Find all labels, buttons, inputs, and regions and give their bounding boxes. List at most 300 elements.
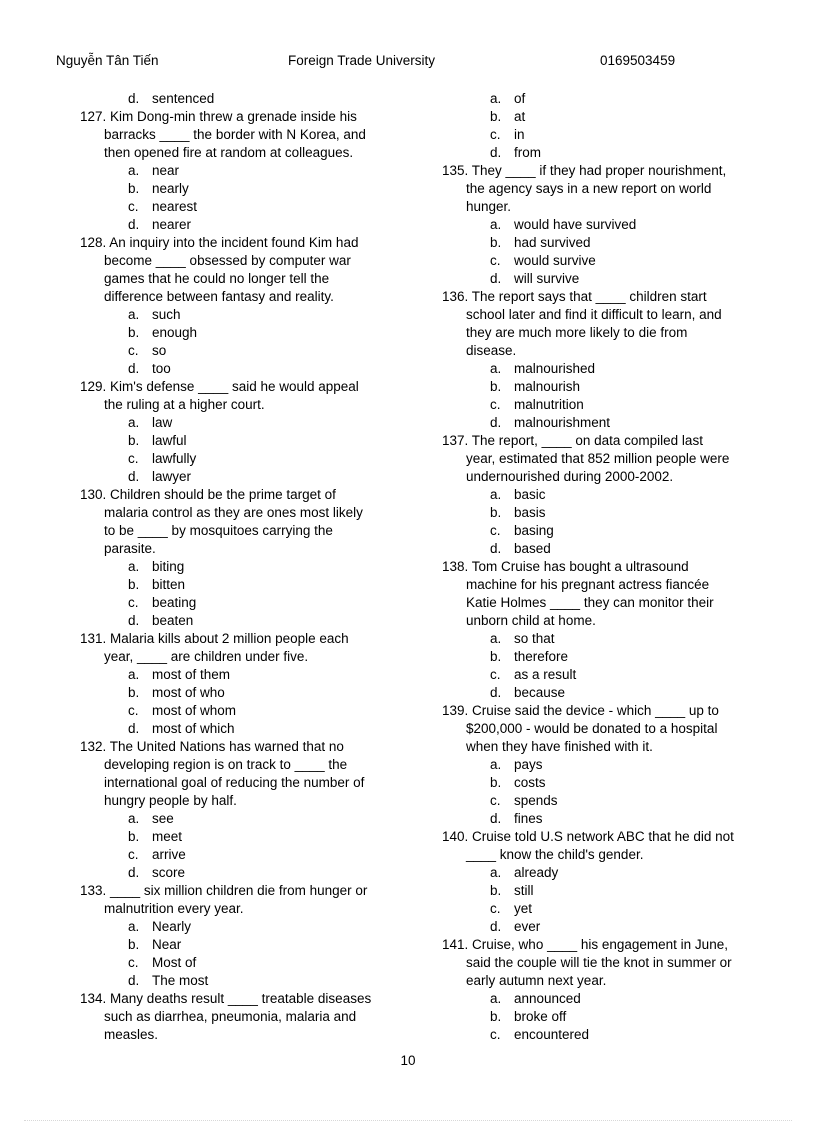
- option-text: already: [514, 865, 559, 880]
- answer-option: [442, 918, 782, 936]
- question-number: 135.: [442, 163, 469, 178]
- question-138: [442, 558, 782, 702]
- option-text: such: [152, 307, 181, 322]
- question-141: [442, 936, 782, 1044]
- option-text: had survived: [514, 235, 591, 250]
- option-letter: c.: [490, 1027, 501, 1042]
- question-text: $200,000 - would be donated to a hospital: [466, 721, 718, 736]
- answer-option: [442, 126, 782, 144]
- question-text: hungry people by half.: [104, 793, 237, 808]
- option-letter: b.: [128, 325, 140, 340]
- question-stem-continued: [442, 972, 782, 990]
- question-text: difference between fantasy and reality.: [104, 289, 334, 304]
- option-text: malnutrition: [514, 397, 584, 412]
- option-text: arrive: [152, 847, 186, 862]
- question-stem-continued: [442, 954, 782, 972]
- answer-option: [80, 90, 432, 108]
- answer-option: [80, 954, 432, 972]
- answer-option: [80, 576, 432, 594]
- question-stem-continued: [442, 576, 782, 594]
- answer-option: [80, 612, 432, 630]
- question-stem: [80, 882, 432, 900]
- question-number: 134.: [80, 991, 107, 1006]
- header-school: Foreign Trade University: [288, 53, 436, 68]
- question-number: 136.: [442, 289, 469, 304]
- answer-option: [80, 468, 432, 486]
- question-stem-continued: [442, 342, 782, 360]
- question-127: [80, 108, 432, 234]
- option-letter: b.: [490, 379, 502, 394]
- answer-option: [442, 792, 782, 810]
- option-text: so that: [514, 631, 555, 646]
- option-letter: a.: [490, 631, 502, 646]
- question-number: 130.: [80, 487, 107, 502]
- option-text: so: [152, 343, 167, 358]
- question-text: malnutrition every year.: [104, 901, 244, 916]
- option-text: basis: [514, 505, 546, 520]
- question-text: Cruise, who ____ his engagement in June,: [472, 937, 728, 952]
- question-number: 139.: [442, 703, 469, 718]
- option-text: fines: [514, 811, 543, 826]
- question-number: 132.: [80, 739, 107, 754]
- option-letter: c.: [490, 793, 501, 808]
- answer-option: [442, 756, 782, 774]
- question-text: early autumn next year.: [466, 973, 607, 988]
- option-letter: a.: [128, 667, 140, 682]
- question-text: year, estimated that 852 million people were: [466, 451, 730, 466]
- header-phone: 0169503459: [600, 53, 676, 68]
- option-text: pays: [514, 757, 543, 772]
- question-text: Cruise told U.S network ABC that he did not: [472, 829, 734, 844]
- option-text: would have survived: [514, 217, 637, 232]
- answer-option: [442, 1008, 782, 1026]
- question-text: barracks ____ the border with N Korea, and: [104, 127, 366, 142]
- option-letter: b.: [128, 829, 140, 844]
- question-text: ____ six million children die from hunger or: [110, 883, 368, 898]
- option-text: biting: [152, 559, 185, 574]
- option-text: broke off: [514, 1009, 567, 1024]
- question-140: [442, 828, 782, 936]
- answer-option: [442, 864, 782, 882]
- question-text: games that he could no longer tell the: [104, 271, 330, 286]
- question-text: international goal of reducing the number of: [104, 775, 365, 790]
- option-letter: b.: [490, 883, 502, 898]
- answer-option: [80, 972, 432, 990]
- option-letter: c.: [128, 847, 139, 862]
- option-text: score: [152, 865, 186, 880]
- option-letter: a.: [128, 163, 140, 178]
- question-stem: [80, 738, 432, 756]
- question-stem-continued: [442, 612, 782, 630]
- answer-option: [442, 900, 782, 918]
- question-stem-continued: [80, 900, 432, 918]
- option-text: lawfully: [152, 451, 197, 466]
- option-text: Most of: [152, 955, 197, 970]
- option-text: at: [514, 109, 526, 124]
- option-letter: c.: [490, 667, 501, 682]
- question-text: measles.: [104, 1027, 159, 1042]
- answer-option: [442, 108, 782, 126]
- answer-option: [442, 90, 782, 108]
- question-text: disease.: [466, 343, 517, 358]
- option-text: will survive: [514, 271, 580, 286]
- option-letter: a.: [490, 865, 502, 880]
- question-stem-continued: [80, 1008, 432, 1026]
- answer-option: [442, 810, 782, 828]
- answer-option: [442, 1026, 782, 1044]
- answer-option: [80, 414, 432, 432]
- question-stem-continued: [80, 504, 432, 522]
- option-letter: d.: [490, 685, 502, 700]
- question-text: they are much more likely to die from: [466, 325, 688, 340]
- option-text: The most: [152, 973, 209, 988]
- answer-option: [442, 540, 782, 558]
- option-letter: c.: [490, 901, 501, 916]
- option-letter: a.: [128, 307, 140, 322]
- question-text: school later and find it difficult to learn, and: [466, 307, 722, 322]
- right-column: [442, 90, 782, 1044]
- answer-option: [442, 684, 782, 702]
- answer-option: [80, 594, 432, 612]
- option-letter: a.: [490, 991, 502, 1006]
- option-text: costs: [514, 775, 546, 790]
- option-text: based: [514, 541, 551, 556]
- option-letter: c.: [490, 397, 501, 412]
- question-stem-continued: [80, 1026, 432, 1044]
- question-text: ____ know the child's gender.: [466, 847, 644, 862]
- option-letter: a.: [128, 559, 140, 574]
- option-text: therefore: [514, 649, 569, 664]
- answer-option: [442, 144, 782, 162]
- question-number: 128.: [80, 235, 107, 250]
- option-letter: b.: [490, 775, 502, 790]
- question-stem: [442, 828, 782, 846]
- option-text: nearly: [152, 181, 189, 196]
- option-letter: a.: [128, 811, 140, 826]
- option-text: basing: [514, 523, 554, 538]
- option-text: too: [152, 361, 171, 376]
- question-text: machine for his pregnant actress fiancée: [466, 577, 710, 592]
- option-letter: d.: [490, 541, 502, 556]
- question-128: [80, 234, 432, 378]
- answer-option: [442, 234, 782, 252]
- question-text: Katie Holmes ____ they can monitor their: [466, 595, 714, 610]
- answer-option: [80, 702, 432, 720]
- question-stem-continued: [442, 846, 782, 864]
- answer-option: [80, 180, 432, 198]
- question-stem: [442, 432, 782, 450]
- question-text: the ruling at a higher court.: [104, 397, 265, 412]
- answer-option: [442, 396, 782, 414]
- option-letter: c.: [490, 523, 501, 538]
- question-stem: [80, 990, 432, 1008]
- answer-option: [80, 684, 432, 702]
- page-number: 10: [400, 1053, 416, 1068]
- option-letter: b.: [490, 109, 502, 124]
- answer-option: [80, 864, 432, 882]
- answer-option: [80, 306, 432, 324]
- answer-option: [80, 846, 432, 864]
- option-letter: a.: [490, 91, 502, 106]
- option-text: Nearly: [152, 919, 192, 934]
- answer-option: [80, 918, 432, 936]
- question-stem-continued: [80, 756, 432, 774]
- option-letter: d.: [490, 415, 502, 430]
- question-133: [80, 882, 432, 990]
- option-text: would survive: [514, 253, 596, 268]
- question-stem-continued: [80, 648, 432, 666]
- question-stem: [442, 558, 782, 576]
- option-letter: d.: [128, 613, 140, 628]
- answer-option: [442, 486, 782, 504]
- option-letter: d.: [490, 271, 502, 286]
- answer-option: [80, 936, 432, 954]
- option-letter: c.: [490, 127, 501, 142]
- option-text: sentenced: [152, 91, 215, 106]
- question-number: 140.: [442, 829, 469, 844]
- answer-option: [442, 504, 782, 522]
- answer-option: [80, 666, 432, 684]
- option-letter: d.: [128, 973, 140, 988]
- answer-option: [442, 414, 782, 432]
- option-letter: c.: [128, 595, 139, 610]
- option-letter: b.: [490, 505, 502, 520]
- answer-option: [80, 198, 432, 216]
- question-stem-continued: [80, 288, 432, 306]
- question-stem-continued: [80, 252, 432, 270]
- option-letter: d.: [490, 145, 502, 160]
- option-text: most of which: [152, 721, 235, 736]
- question-text: Malaria kills about 2 million people each: [110, 631, 349, 646]
- question-text: become ____ obsessed by computer war: [104, 253, 351, 268]
- question-134: [80, 990, 432, 1044]
- question-text: said the couple will tie the knot in summer or: [466, 955, 732, 970]
- question-number: 137.: [442, 433, 469, 448]
- question-stem-continued: [80, 522, 432, 540]
- question-129: [80, 378, 432, 486]
- option-letter: d.: [128, 721, 140, 736]
- option-letter: c.: [128, 199, 139, 214]
- answer-option: [80, 450, 432, 468]
- question-text: Tom Cruise has bought a ultrasound: [471, 559, 689, 574]
- question-text: developing region is on track to ____ the: [104, 757, 348, 772]
- question-number: 131.: [80, 631, 107, 646]
- question-stem-continued: [80, 396, 432, 414]
- question-stem-continued: [442, 738, 782, 756]
- question-stem-continued: [442, 180, 782, 198]
- question-number: 141.: [442, 937, 469, 952]
- option-text: Near: [152, 937, 182, 952]
- option-letter: a.: [490, 487, 502, 502]
- question-text: hunger.: [466, 199, 512, 214]
- option-letter: a.: [490, 217, 502, 232]
- question-text: the agency says in a new report on world: [466, 181, 712, 196]
- answer-option: [442, 270, 782, 288]
- option-text: malnourished: [514, 361, 596, 376]
- option-text: as a result: [514, 667, 577, 682]
- answer-option: [80, 216, 432, 234]
- answer-option: [442, 990, 782, 1008]
- option-text: malnourishment: [514, 415, 611, 430]
- option-letter: b.: [128, 937, 140, 952]
- question-stem-continued: [80, 540, 432, 558]
- question-stem-continued: [442, 324, 782, 342]
- answer-option: [442, 666, 782, 684]
- option-text: nearer: [152, 217, 192, 232]
- option-text: see: [152, 811, 174, 826]
- option-text: most of them: [152, 667, 231, 682]
- option-text: bitten: [152, 577, 186, 592]
- question-text: undernourished during 2000-2002.: [466, 469, 674, 484]
- answer-option: [442, 774, 782, 792]
- question-stem-continued: [442, 468, 782, 486]
- page-bottom-rule: [24, 1120, 792, 1121]
- answer-option: [80, 432, 432, 450]
- question-stem: [80, 108, 432, 126]
- option-letter: c.: [128, 703, 139, 718]
- answer-option: [442, 378, 782, 396]
- question-text: when they have finished with it.: [466, 739, 653, 754]
- question-number: 127.: [80, 109, 107, 124]
- answer-option: [80, 558, 432, 576]
- option-text: nearest: [152, 199, 198, 214]
- question-text: Many deaths result ____ treatable diseases: [110, 991, 372, 1006]
- option-letter: b.: [490, 235, 502, 250]
- question-text: Kim's defense ____ said he would appeal: [110, 379, 359, 394]
- option-letter: d.: [128, 469, 140, 484]
- question-stem: [80, 234, 432, 252]
- question-text: The United Nations has warned that no: [109, 739, 344, 754]
- question-stem-continued: [442, 306, 782, 324]
- answer-option: [80, 162, 432, 180]
- question-text: Cruise said the device - which ____ up to: [472, 703, 719, 718]
- option-text: still: [514, 883, 534, 898]
- option-text: because: [514, 685, 566, 700]
- question-text: An inquiry into the incident found Kim had: [109, 235, 359, 250]
- question-stem-continued: [442, 594, 782, 612]
- option-text: lawyer: [152, 469, 192, 484]
- question-stem-continued: [442, 450, 782, 468]
- option-text: from: [514, 145, 541, 160]
- option-text: malnourish: [514, 379, 581, 394]
- option-text: enough: [152, 325, 198, 340]
- answer-option: [80, 324, 432, 342]
- option-letter: d.: [128, 91, 140, 106]
- answer-option: [80, 720, 432, 738]
- answer-option: [442, 216, 782, 234]
- question-stem-continued: [80, 792, 432, 810]
- option-letter: d.: [128, 361, 140, 376]
- question-text: The report, ____ on data compiled last: [471, 433, 703, 448]
- question-131: [80, 630, 432, 738]
- question-stem: [80, 630, 432, 648]
- question-text: year, ____ are children under five.: [104, 649, 309, 664]
- question-stem: [442, 288, 782, 306]
- answer-option: [442, 648, 782, 666]
- option-letter: a.: [128, 919, 140, 934]
- option-letter: b.: [490, 649, 502, 664]
- page-header: [0, 53, 816, 73]
- option-text: ever: [514, 919, 541, 934]
- question-stem-continued: [80, 126, 432, 144]
- question-number: 138.: [442, 559, 469, 574]
- answer-option: [80, 342, 432, 360]
- option-text: beating: [152, 595, 197, 610]
- option-letter: b.: [128, 577, 140, 592]
- option-letter: c.: [128, 343, 139, 358]
- question-stem: [442, 936, 782, 954]
- question-text: Children should be the prime target of: [110, 487, 336, 502]
- question-text: then opened fire at random at colleagues.: [104, 145, 354, 160]
- left-column: [80, 90, 432, 1044]
- question-text: malaria control as they are ones most likely: [104, 505, 363, 520]
- option-letter: b.: [128, 433, 140, 448]
- option-letter: d.: [128, 865, 140, 880]
- question-130: [80, 486, 432, 630]
- option-letter: c.: [490, 253, 501, 268]
- option-letter: b.: [128, 685, 140, 700]
- question-135: [442, 162, 782, 288]
- option-text: of: [514, 91, 526, 106]
- option-text: most of who: [152, 685, 225, 700]
- option-letter: a.: [490, 361, 502, 376]
- answer-option: [80, 810, 432, 828]
- answer-option: [442, 360, 782, 378]
- option-letter: c.: [128, 955, 139, 970]
- option-text: yet: [514, 901, 533, 916]
- answer-option: [80, 360, 432, 378]
- question-text: unborn child at home.: [466, 613, 596, 628]
- question-stem-continued: [442, 198, 782, 216]
- option-text: meet: [152, 829, 183, 844]
- option-text: law: [152, 415, 173, 430]
- option-letter: d.: [490, 811, 502, 826]
- question-text: such as diarrhea, pneumonia, malaria and: [104, 1009, 357, 1024]
- question-137: [442, 432, 782, 558]
- option-text: lawful: [152, 433, 187, 448]
- option-text: most of whom: [152, 703, 237, 718]
- option-letter: c.: [128, 451, 139, 466]
- option-letter: d.: [490, 919, 502, 934]
- answer-option: [80, 828, 432, 846]
- question-stem-continued: [80, 270, 432, 288]
- option-text: beaten: [152, 613, 194, 628]
- option-letter: b.: [128, 181, 140, 196]
- option-letter: a.: [128, 415, 140, 430]
- question-136: [442, 288, 782, 432]
- question-stem: [442, 702, 782, 720]
- option-text: basic: [514, 487, 546, 502]
- option-letter: a.: [490, 757, 502, 772]
- question-number: 129.: [80, 379, 107, 394]
- question-text: Kim Dong-min threw a grenade inside his: [110, 109, 357, 124]
- answer-option: [442, 252, 782, 270]
- option-text: near: [152, 163, 180, 178]
- question-stem: [80, 486, 432, 504]
- answer-option: [442, 882, 782, 900]
- header-author: Nguyễn Tân Tiến: [56, 53, 159, 68]
- option-text: spends: [514, 793, 558, 808]
- option-letter: b.: [490, 1009, 502, 1024]
- option-text: in: [514, 127, 525, 142]
- question-text: parasite.: [104, 541, 156, 556]
- option-text: announced: [514, 991, 581, 1006]
- answer-option: [442, 522, 782, 540]
- question-text: The report says that ____ children start: [471, 289, 707, 304]
- question-stem-continued: [80, 774, 432, 792]
- option-letter: d.: [128, 217, 140, 232]
- question-text: They ____ if they had proper nourishment,: [471, 163, 727, 178]
